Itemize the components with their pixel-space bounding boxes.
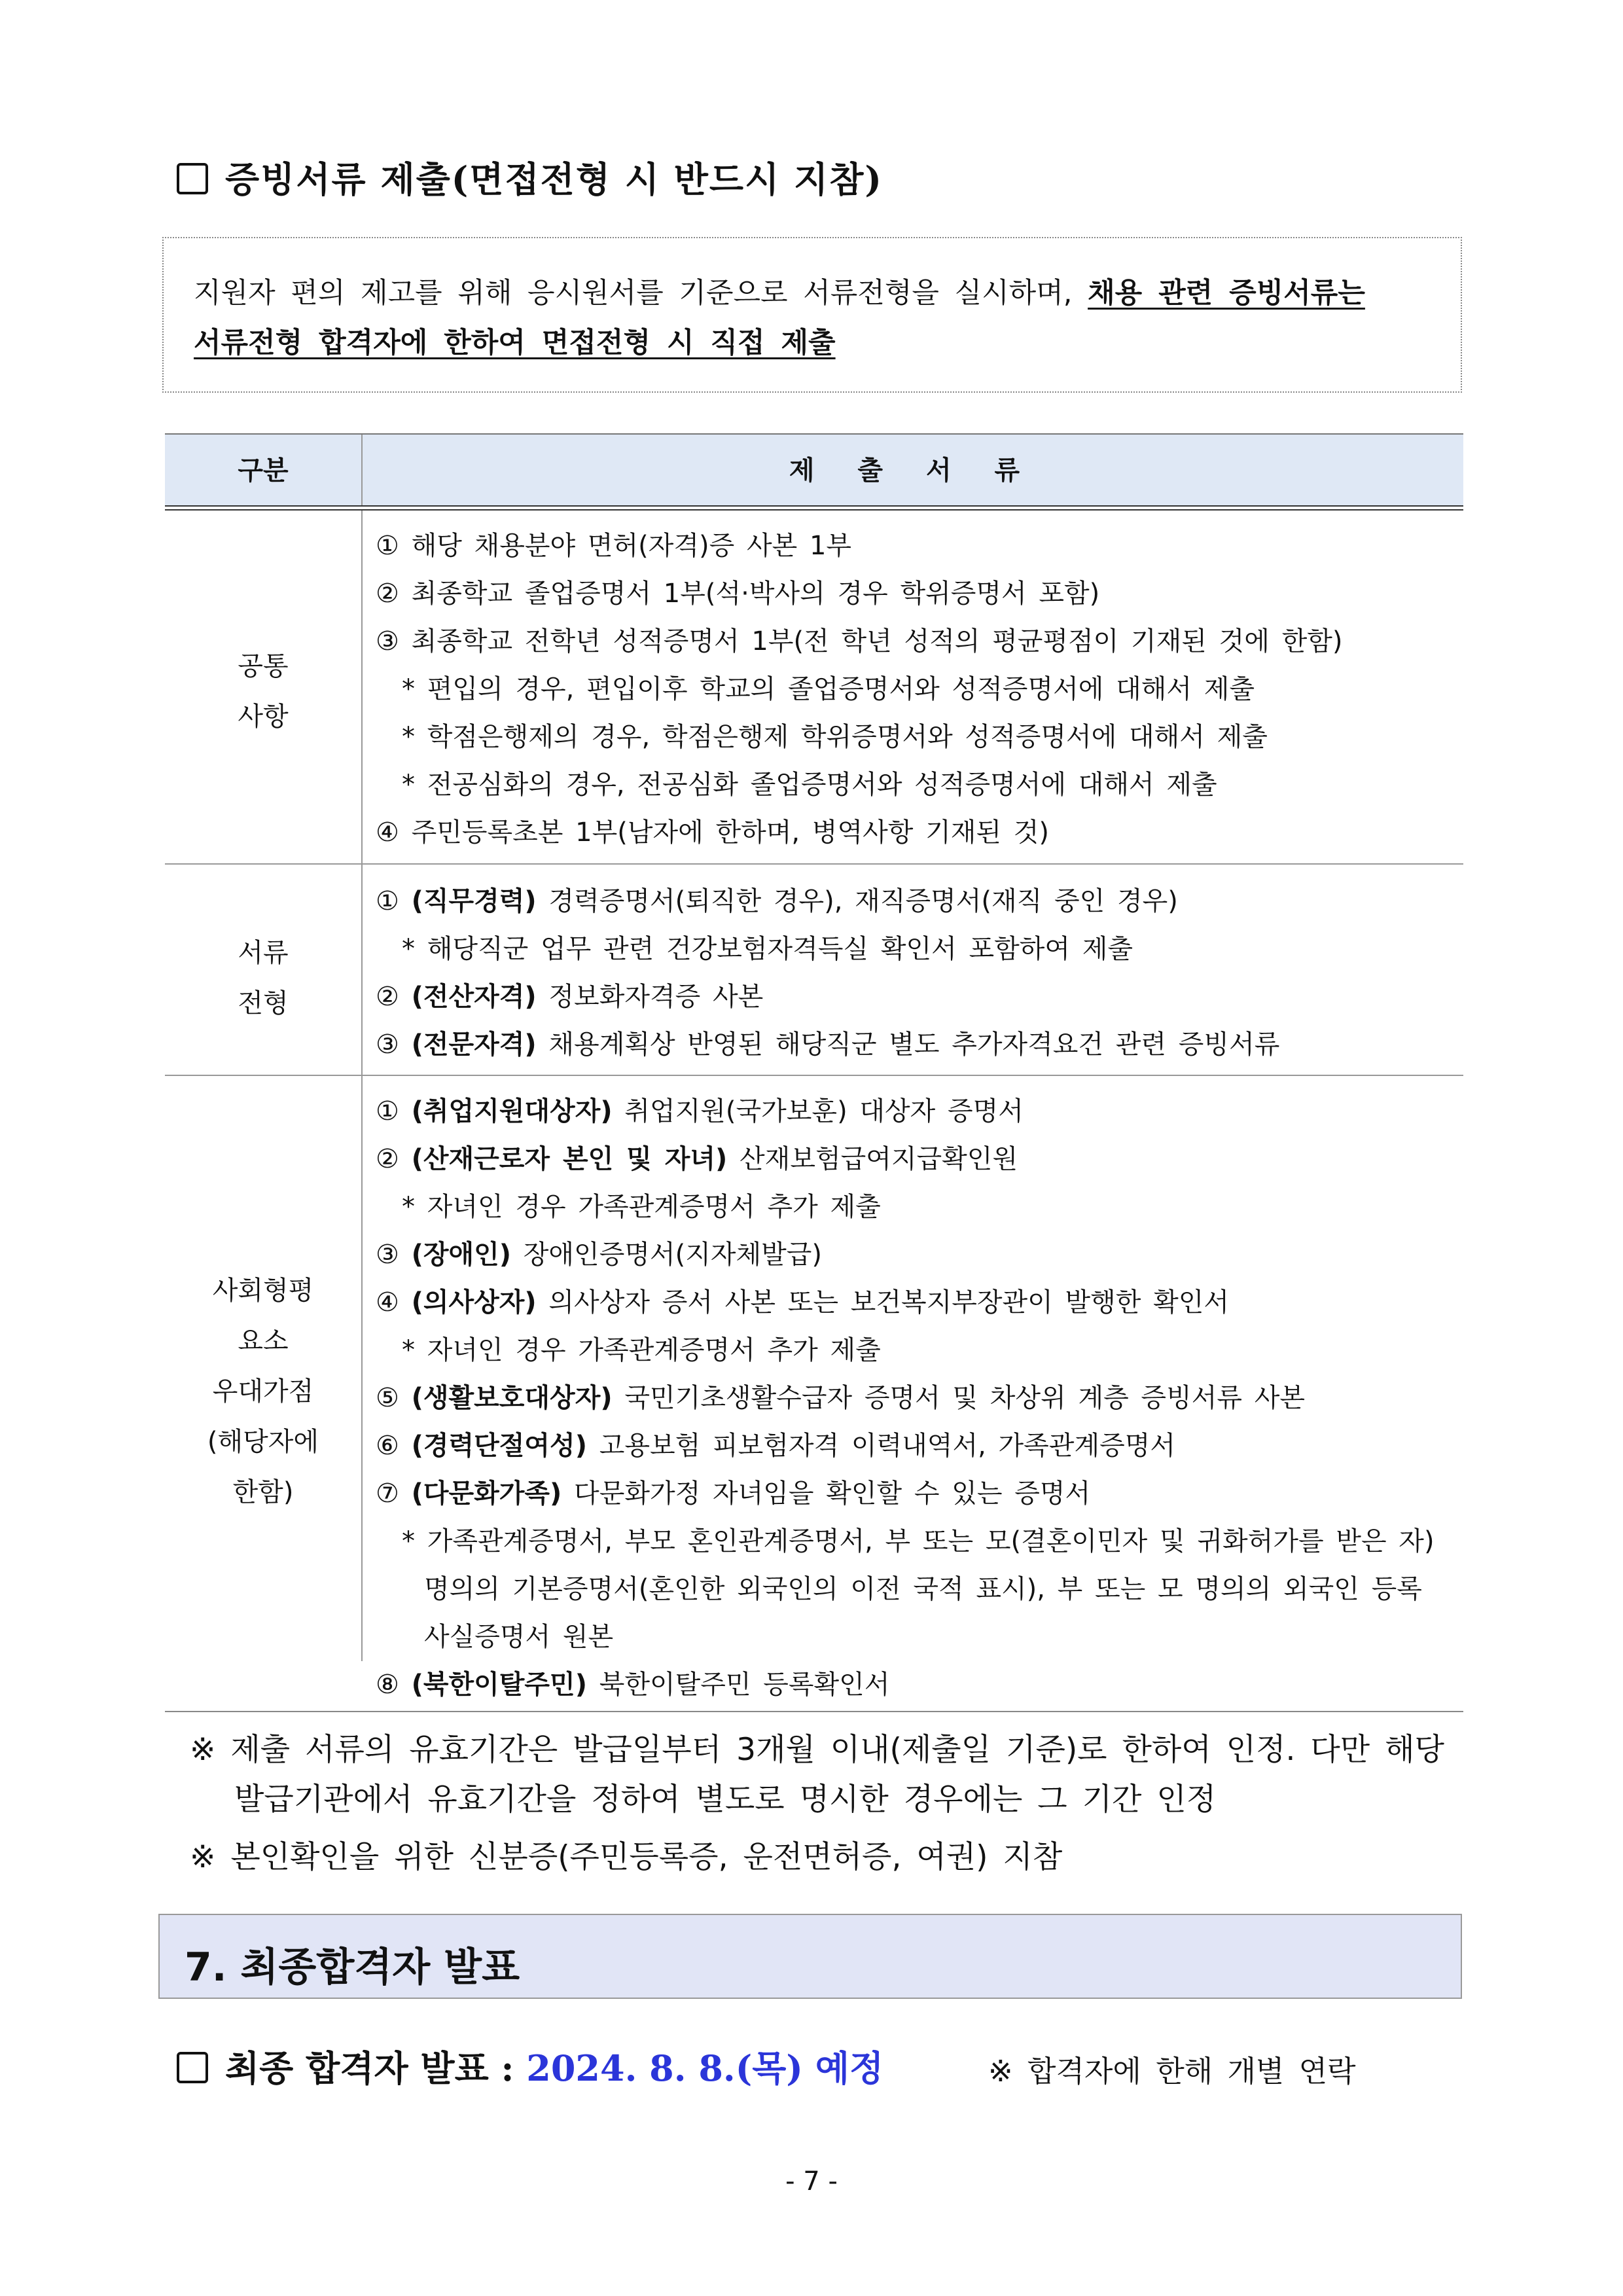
item-label: (북한이탈주민) — [411, 1670, 587, 1700]
section-heading — [177, 152, 883, 202]
checkbox-square-icon — [177, 163, 208, 194]
notice-emphasis-2: 서류전형 합격자에 한하여 면접전형 시 직접 제출 — [194, 327, 836, 359]
final-note: ※ 합격자에 한해 개별 연락 — [988, 2054, 1356, 2089]
item-text: 북한이탈주민 등록확인서 — [586, 1670, 890, 1700]
item-label: (경력단절여성) — [411, 1431, 587, 1461]
row-divider — [165, 1075, 1463, 1076]
item-label: (다문화가족) — [411, 1479, 562, 1509]
list-item: ② 최종학교 졸업증명서 1부(석·박사의 경우 학위증명서 포함) — [376, 579, 1100, 609]
list-item — [376, 1664, 889, 1701]
item-text: 고용보험 피보험자격 이력내역서, 가족관계증명서 — [586, 1431, 1175, 1461]
list-item-note: * 학점은행제의 경우, 학점은행제 학위증명서와 성적증명서에 대해서 제출 — [402, 722, 1268, 752]
item-text: 채용계획상 반영된 해당직군 별도 추가자격요건 관련 증빙서류 — [536, 1030, 1280, 1060]
item-text: 의사상자 증서 사본 또는 보건복지부장관이 발행한 확인서 — [536, 1287, 1230, 1318]
section-7-banner — [158, 1914, 1462, 1999]
item-number: ③ — [376, 1240, 399, 1270]
id-note: ※ 본인확인을 위한 신분증(주민등록증, 운전면허증, 여권) 지참 — [190, 1839, 1063, 1875]
list-item — [376, 1282, 1229, 1319]
item-text: 명의의 기본증명서(혼인한 외국인의 이전 국적 표시), 부 또는 모 명의의 외국인 등록 — [424, 1574, 1422, 1604]
item-label: (취업지원대상자) — [411, 1096, 613, 1126]
final-label: 최종 합격자 발표 : — [225, 2047, 527, 2089]
item-number: ④ — [376, 1287, 399, 1318]
table-bottom-border — [165, 1711, 1463, 1712]
category-common — [165, 641, 361, 742]
item-number: ① — [376, 1096, 399, 1126]
list-item — [376, 1377, 1305, 1414]
list-item — [376, 976, 763, 1013]
list-item-note — [402, 1520, 1435, 1558]
header-documents: 제 출 서 류 — [789, 456, 1037, 486]
notice-box — [162, 237, 1462, 393]
category-text: 사항 — [238, 702, 289, 732]
notice-line-2 — [194, 321, 836, 361]
section-7-title: 7. 최종합격자 발표 — [185, 1945, 520, 1990]
list-item-note — [402, 1186, 881, 1223]
list-item-note-cont — [424, 1568, 1422, 1605]
item-label: (장애인) — [411, 1240, 512, 1270]
item-text: * 자녀인 경우 가족관계증명서 추가 제출 — [402, 1192, 881, 1222]
table-header — [165, 433, 1463, 507]
list-item — [376, 1024, 1279, 1061]
item-number: ③ — [376, 1030, 399, 1060]
item-label: (산재근로자 본인 및 자녀) — [411, 1144, 728, 1174]
list-item — [376, 1473, 1090, 1510]
header-divider — [165, 505, 1463, 511]
item-number: ⑧ — [376, 1670, 399, 1700]
category-text: 서류 — [238, 938, 289, 968]
validity-note-cont: 발급기관에서 유효기간을 정하여 별도로 명시한 경우에는 그 기간 인정 — [234, 1782, 1217, 1818]
list-item: ④ 주민등록초본 1부(남자에 한하며, 병역사항 기재된 것) — [376, 817, 1049, 848]
item-number: ② — [376, 1144, 399, 1174]
final-announcement — [177, 2041, 883, 2091]
item-text: 사실증명서 원본 — [424, 1622, 614, 1652]
list-item-note-cont — [424, 1616, 613, 1653]
checkbox-square-icon — [177, 2052, 208, 2083]
item-number: ⑤ — [376, 1383, 399, 1413]
list-item — [376, 1234, 822, 1271]
list-item — [376, 1138, 1018, 1175]
item-text: * 가족관계증명서, 부모 혼인관계증명서, 부 또는 모(결혼이민자 및 귀화허가를 받은 자) — [402, 1526, 1435, 1556]
category-screening — [165, 928, 361, 1029]
final-date: 2024. 8. 8.(목) 예정 — [526, 2047, 884, 2089]
item-number: ⑦ — [376, 1479, 399, 1509]
column-divider — [361, 511, 363, 1661]
category-text: (해당자에 — [207, 1427, 319, 1457]
category-text: 요소 — [238, 1326, 289, 1356]
list-item-note — [402, 928, 1133, 965]
list-item — [376, 880, 1178, 918]
row-divider — [165, 863, 1463, 865]
notice-line-1 — [194, 271, 1365, 311]
item-number: ① — [376, 886, 399, 916]
item-number: ⑥ — [376, 1431, 399, 1461]
item-text: * 자녀인 경우 가족관계증명서 추가 제출 — [402, 1335, 881, 1365]
list-item — [376, 1425, 1175, 1462]
list-item — [376, 1090, 1024, 1128]
list-item: ③ 최종학교 전학년 성적증명서 1부(전 학년 성적의 평균평점이 기재된 것에 한함) — [376, 626, 1343, 656]
list-item-note: * 전공심화의 경우, 전공심화 졸업증명서와 성적증명서에 대해서 제출 — [402, 770, 1217, 800]
section-heading-text: 증빙서류 제출(면접전형 시 반드시 지참) — [225, 158, 883, 200]
category-text: 공통 — [238, 651, 289, 681]
list-item-note: * 편입의 경우, 편입이후 학교의 졸업증명서와 성적증명서에 대해서 제출 — [402, 674, 1255, 704]
item-label: (직무경력) — [411, 886, 537, 916]
item-label: (전문자격) — [411, 1030, 537, 1060]
item-label: (생활보호대상자) — [411, 1383, 613, 1413]
category-text: 한함) — [232, 1477, 294, 1507]
item-label: (전산자격) — [411, 982, 537, 1012]
header-category: 구분 — [165, 435, 363, 507]
item-text: 정보화자격증 사본 — [536, 982, 764, 1012]
list-item-note — [402, 1329, 881, 1367]
list-item: ① 해당 채용분야 면허(자격)증 사본 1부 — [376, 531, 852, 561]
item-text: 취업지원(국가보훈) 대상자 증명서 — [612, 1096, 1024, 1126]
notice-emphasis: 채용 관련 증빙서류는 — [1088, 277, 1365, 310]
validity-note: ※ 제출 서류의 유효기간은 발급일부터 3개월 이내(제출일 기준)로 한하여 인정. 다만 해당 — [190, 1732, 1444, 1768]
category-text: 우대가점 — [212, 1376, 314, 1407]
item-number: ② — [376, 982, 399, 1012]
item-text: 국민기초생활수급자 증명서 및 차상위 계층 증빙서류 사본 — [612, 1383, 1305, 1413]
page-number: - 7 - — [785, 2166, 838, 2197]
item-text: * 해당직군 업무 관련 건강보험자격득실 확인서 포함하여 제출 — [402, 934, 1133, 964]
item-text: 경력증명서(퇴직한 경우), 재직증명서(재직 중인 경우) — [536, 886, 1178, 916]
notice-text: 지원자 편의 제고를 위해 응시원서를 기준으로 서류전형을 실시하며, — [194, 277, 1088, 310]
item-text: 다문화가정 자녀임을 확인할 수 있는 증명서 — [562, 1479, 1091, 1509]
category-text: 전형 — [238, 988, 289, 1018]
category-social — [165, 1266, 361, 1518]
category-text: 사회형평 — [212, 1276, 314, 1306]
item-label: (의사상자) — [411, 1287, 537, 1318]
item-text: 산재보험급여지급확인원 — [727, 1144, 1018, 1174]
item-text: 장애인증명서(지자체발급) — [511, 1240, 823, 1270]
